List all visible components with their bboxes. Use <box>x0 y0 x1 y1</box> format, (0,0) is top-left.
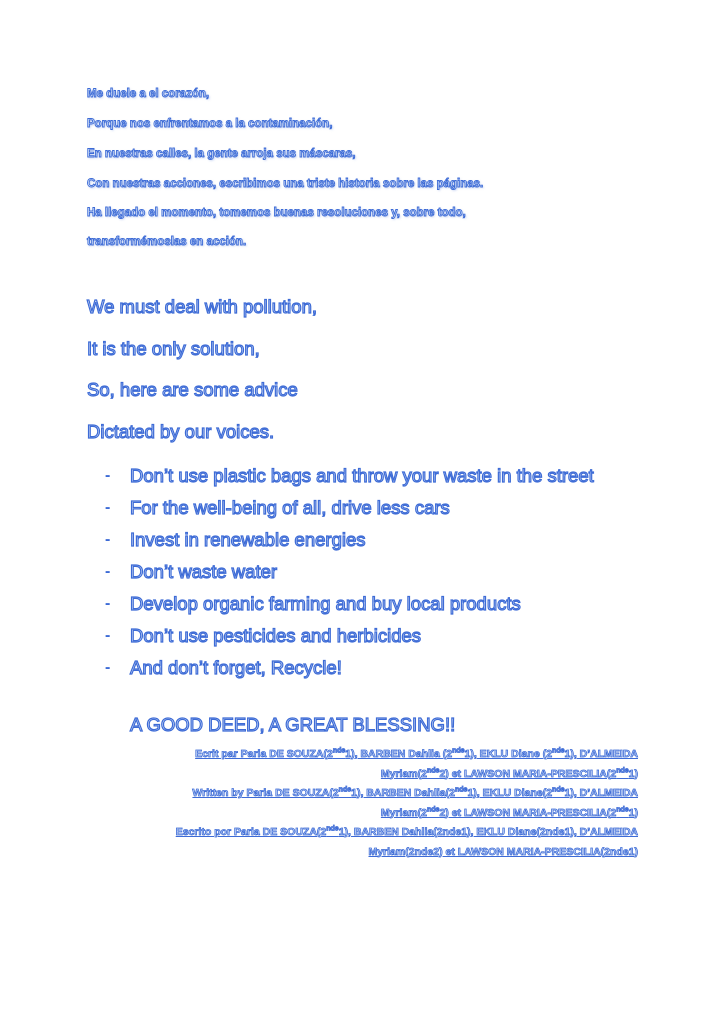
advice-text: Develop organic farming and buy local products <box>130 593 521 614</box>
spanish-poem-line: Ha llegado el momento, tomemos buenas resoluciones y, sobre todo, <box>87 207 466 219</box>
list-item <box>105 492 625 524</box>
bullet-dash: - <box>105 659 111 676</box>
bullet-dash: - <box>105 531 111 548</box>
credit-french-line-1: Ecrit par Paria DE SOUZA(2nde1), BARBEN Dahlia (2nde1), EKLU Diane (2nde1), D’ALMEIDA <box>195 747 638 760</box>
bullet-dash: - <box>105 499 111 516</box>
closing-line: A GOOD DEED, A GREAT BLESSING!! <box>130 714 456 735</box>
advice-text: Don’t use plastic bags and throw your waste in the street <box>130 465 594 486</box>
english-poem-line: It is the only solution, <box>87 338 260 359</box>
spanish-poem-line: Porque nos enfrentamos a la contaminación, <box>87 118 333 130</box>
english-poem-line: So, here are some advice <box>87 379 298 400</box>
credit-french-line-2: Myriam(2nde2) et LAWSON MARIA-PRESCILIA(2nde1) <box>380 767 638 780</box>
list-item <box>105 524 625 556</box>
english-poem-line: We must deal with pollution, <box>87 296 317 317</box>
credit-english-line-1: Written by Paria DE SOUZA(2nde1), BARBEN Dahlia(2nde1), EKLU Diane(2nde1), D’ALMEIDA <box>192 786 638 799</box>
list-item <box>105 588 625 620</box>
list-item <box>105 556 625 588</box>
spanish-poem-line: En nuestras calles, la gente arroja sus máscaras, <box>87 148 356 160</box>
credits-block <box>118 745 638 862</box>
credit-spanish-line-1: Escrito por Paria DE SOUZA(2nde1), BARBEN Dahlia(2nde1), EKLU Diane(2nde1), D’ALMEIDA <box>175 825 638 838</box>
spanish-poem-line: Me duele a el corazón, <box>87 88 210 100</box>
advice-text: And don’t forget, Recycle! <box>130 657 342 678</box>
advice-text: Invest in renewable energies <box>130 529 366 550</box>
bullet-dash: - <box>105 627 111 644</box>
list-item <box>105 460 625 492</box>
advice-text: Don’t use pesticides and herbicides <box>130 625 422 646</box>
advice-text: For the well-being of all, drive less cars <box>130 497 450 518</box>
advice-text: Don’t waste water <box>130 561 278 582</box>
list-item <box>105 652 625 684</box>
bullet-dash: - <box>105 595 111 612</box>
spanish-poem-line: transformémoslas en acción. <box>87 236 247 248</box>
credit-spanish-line-2: Myriam(2nde2) et LAWSON MARIA-PRESCILIA(2nde1) <box>368 845 638 858</box>
list-item <box>105 620 625 652</box>
advice-list <box>105 460 625 684</box>
spanish-poem-line: Con nuestras acciones, escribimos una triste historia sobre las páginas. <box>87 178 484 190</box>
credit-english-line-2: Myriam(2nde2) et LAWSON MARIA-PRESCILIA(2nde1) <box>380 806 638 819</box>
bullet-dash: - <box>105 467 111 484</box>
english-poem-line: Dictated by our voices. <box>87 421 275 442</box>
bullet-dash: - <box>105 563 111 580</box>
